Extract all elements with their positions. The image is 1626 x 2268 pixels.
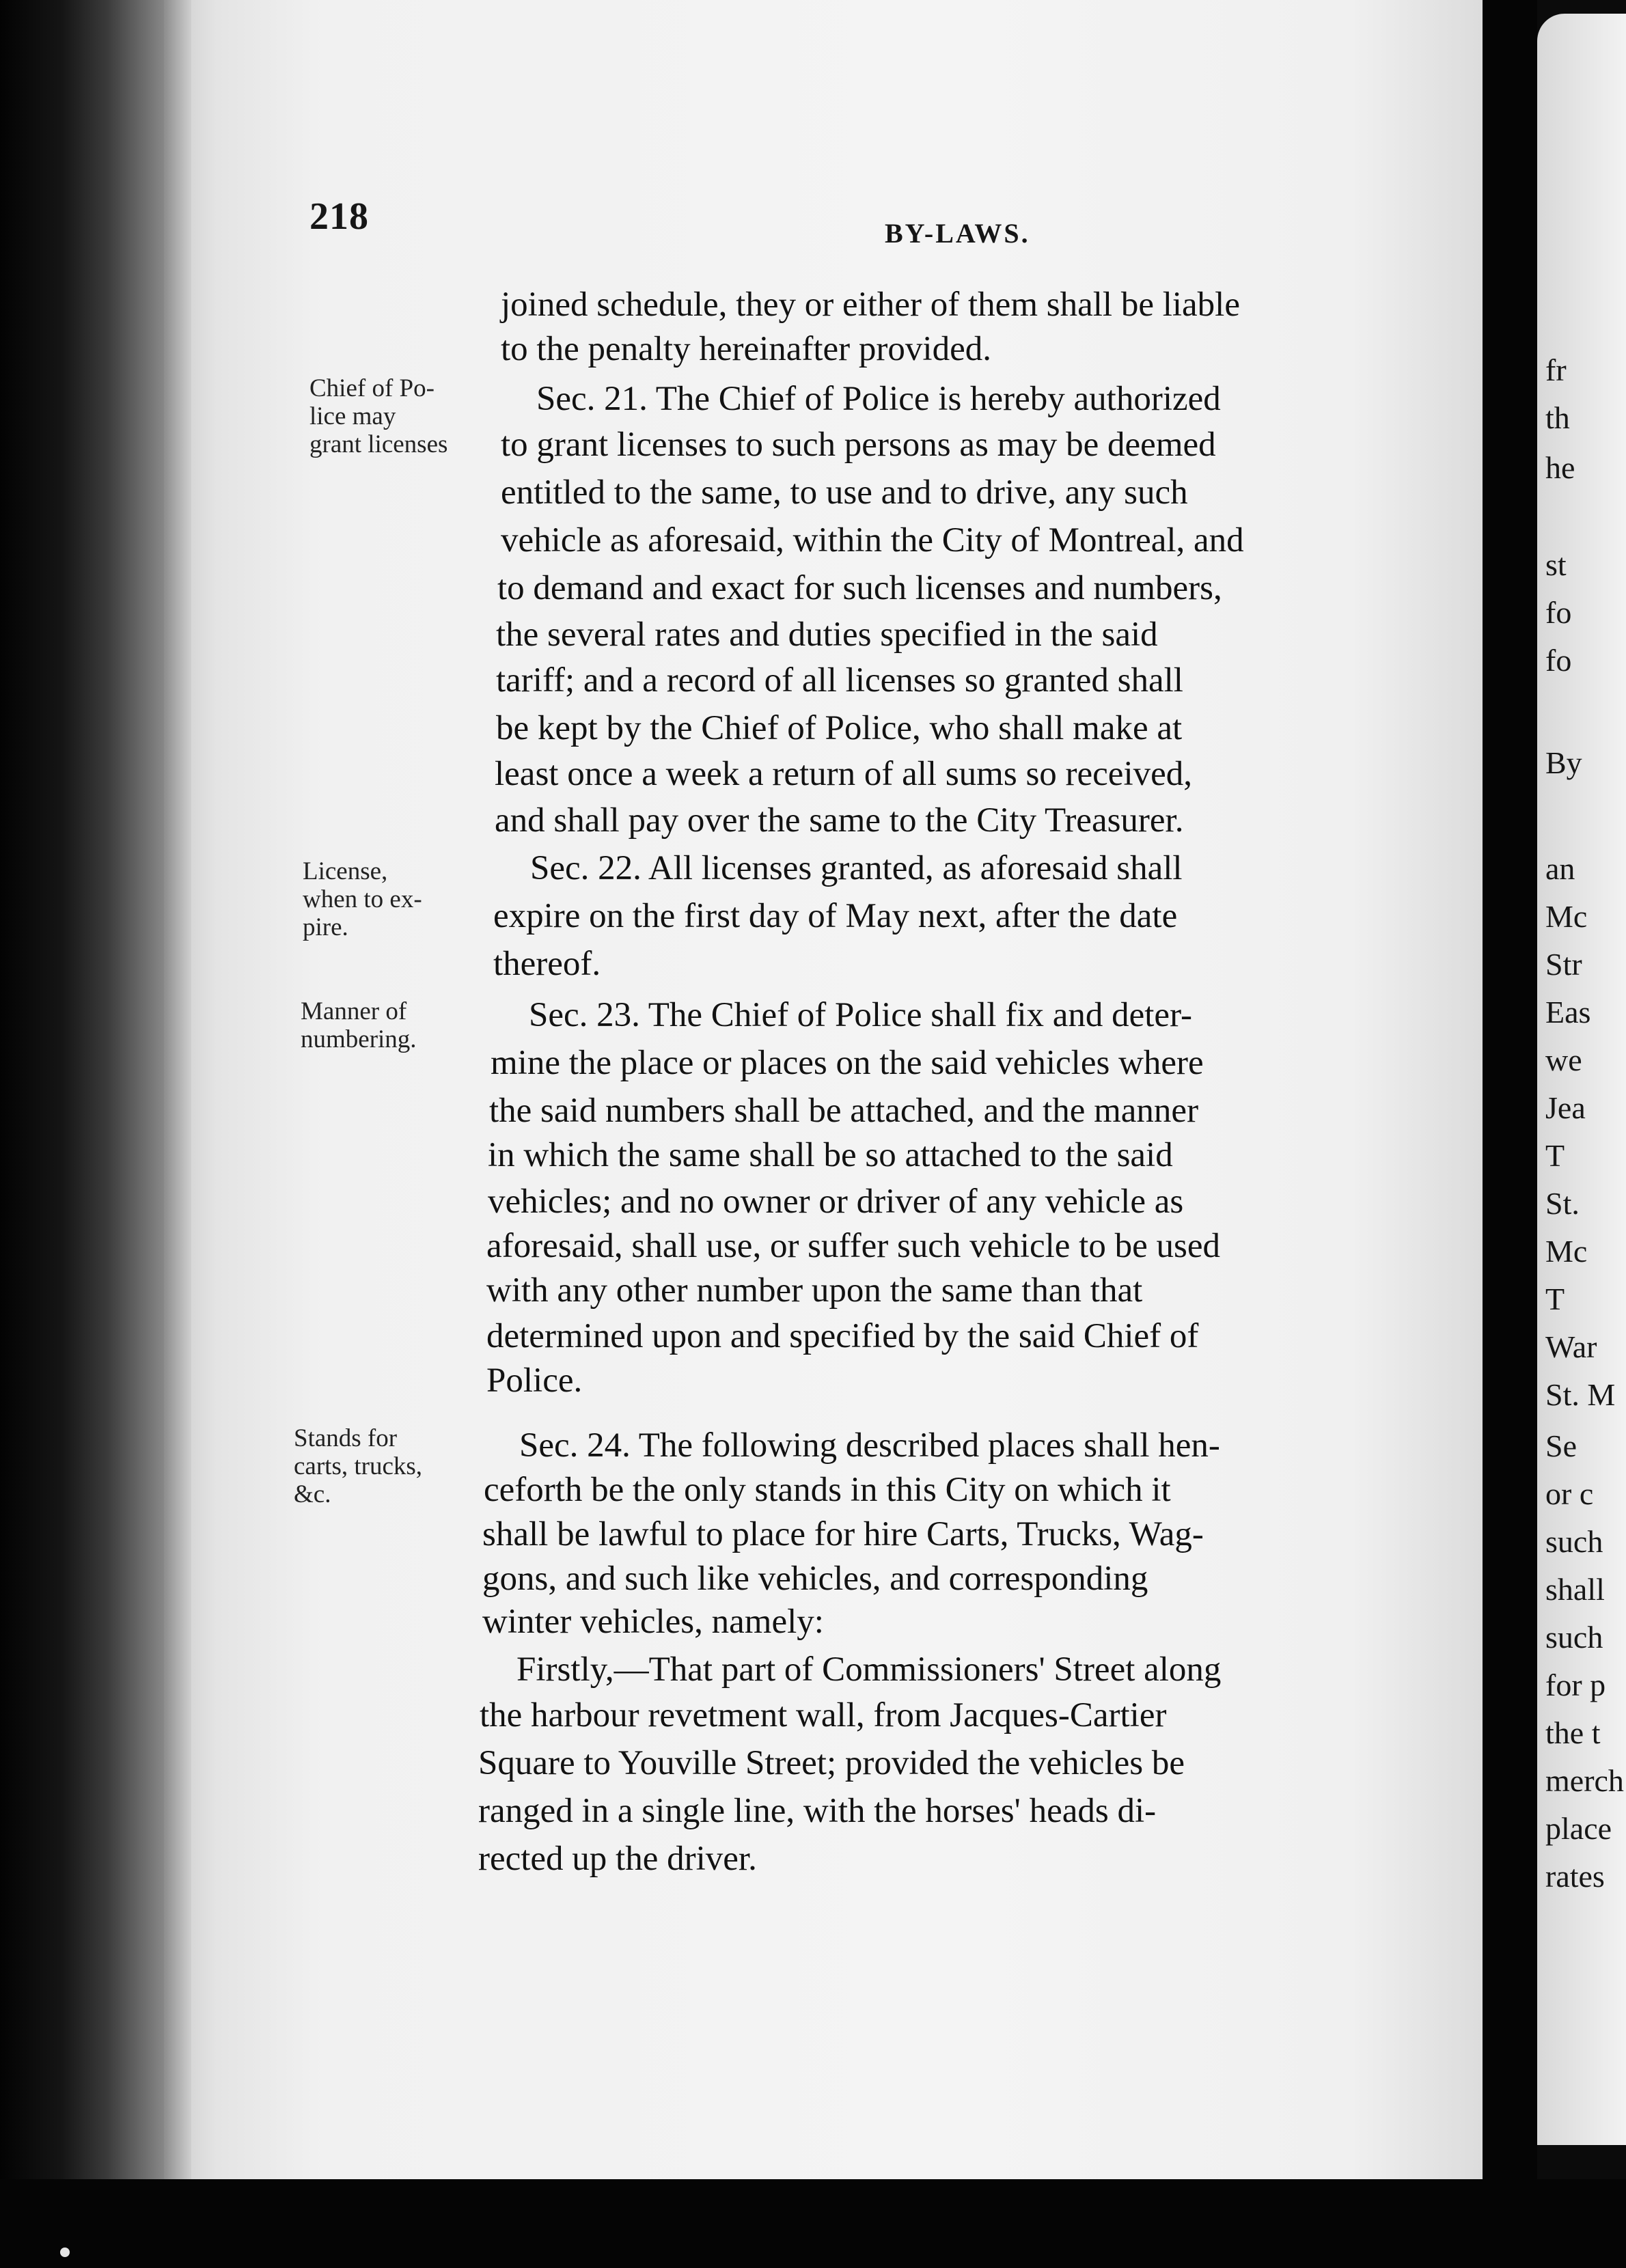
margin-note-line: Stands for — [294, 1424, 398, 1452]
text-line: rected up the driver. — [478, 1840, 757, 1878]
margin-note-chief-licenses — [309, 374, 447, 458]
text-line: the several rates and duties specified in the said — [496, 616, 1158, 654]
margin-note-line: when to ex- — [303, 885, 422, 913]
text-line: to demand and exact for such licenses and numbers, — [497, 569, 1222, 607]
facing-fragment: th — [1545, 400, 1570, 435]
facing-fragment: fo — [1545, 643, 1572, 678]
running-head: BY-LAWS. — [885, 218, 1030, 249]
text-line: shall be lawful to place for hire Carts, Trucks, Wag- — [482, 1515, 1204, 1553]
facing-fragment: st — [1545, 547, 1567, 582]
facing-fragment: merch — [1545, 1763, 1624, 1798]
text-line: vehicles; and no owner or driver of any vehicle as — [488, 1183, 1184, 1221]
facing-fragment: rates — [1545, 1859, 1605, 1894]
facing-fragment: St. M — [1545, 1377, 1616, 1412]
page-binding-shadow — [164, 0, 191, 2179]
scan-bottom-edge — [0, 2179, 1626, 2268]
text-line: the harbour revetment wall, from Jacques-Cartier — [480, 1696, 1167, 1734]
facing-fragment: such — [1545, 1524, 1603, 1559]
text-line: ceforth be the only stands in this City on which it — [484, 1471, 1171, 1509]
facing-fragment: Mc — [1545, 1234, 1588, 1269]
text-line: Sec. 23. The Chief of Police shall fix and deter- — [529, 996, 1193, 1034]
text-line: Sec. 24. The following described places shall hen- — [519, 1426, 1220, 1465]
margin-note-line: Chief of Po- — [309, 374, 435, 402]
margin-note-line: carts, trucks, — [294, 1452, 423, 1480]
margin-note-license-expire — [303, 857, 422, 941]
margin-note-line: License, — [303, 857, 388, 885]
facing-fragment: or c — [1545, 1476, 1594, 1511]
facing-fragment: St. — [1545, 1186, 1580, 1221]
text-line: determined upon and specified by the said Chief of — [486, 1317, 1199, 1355]
margin-note-line: numbering. — [301, 1025, 417, 1053]
text-line: be kept by the Chief of Police, who shall make at — [496, 709, 1183, 747]
text-line: ranged in a single line, with the horses' heads di- — [478, 1792, 1157, 1830]
text-line: vehicle as aforesaid, within the City of Montreal, and — [501, 521, 1244, 559]
margin-note-line: lice may — [309, 402, 396, 430]
text-line: mine the place or places on the said vehicles where — [491, 1044, 1204, 1082]
scan-dark-edge — [0, 0, 178, 2268]
text-line: least once a week a return of all sums so received, — [495, 755, 1192, 793]
margin-note-line: pire. — [303, 913, 348, 941]
page-number: 218 — [309, 195, 369, 238]
facing-fragment: By — [1545, 745, 1582, 780]
text-line: thereof. — [493, 945, 601, 983]
facing-fragment: T — [1545, 1138, 1565, 1173]
facing-fragment: such — [1545, 1620, 1603, 1655]
margin-note-line: Manner of — [301, 997, 407, 1025]
text-line: with any other number upon the same than that — [486, 1271, 1143, 1310]
text-line: aforesaid, shall use, or suffer such vehicle to be used — [486, 1227, 1220, 1265]
facing-fragment: shall — [1545, 1572, 1605, 1607]
text-line: Square to Youville Street; provided the vehicles be — [478, 1744, 1185, 1782]
facing-fragment: Str — [1545, 947, 1582, 982]
text-line: expire on the first day of May next, after the date — [493, 897, 1178, 935]
margin-note-numbering — [301, 997, 417, 1053]
text-line: Sec. 22. All licenses granted, as aforesaid shall — [530, 849, 1183, 887]
facing-fragment: place — [1545, 1811, 1612, 1846]
facing-fragment: T — [1545, 1282, 1565, 1316]
text-line: tariff; and a record of all licenses so granted shall — [496, 661, 1183, 700]
margin-note-line: &c. — [294, 1480, 331, 1508]
text-line: Firstly,—That part of Commissioners' Street along — [516, 1650, 1222, 1689]
margin-note-stands — [294, 1424, 422, 1508]
text-line: and shall pay over the same to the City Treasurer. — [495, 801, 1184, 840]
margin-note-line: grant licenses — [309, 430, 448, 458]
text-line: Police. — [486, 1361, 583, 1400]
text-line: to grant licenses to such persons as may be deemed — [501, 426, 1216, 464]
facing-fragment: Se — [1545, 1428, 1577, 1463]
text-line: in which the same shall be so attached to the said — [488, 1136, 1173, 1174]
text-line: winter vehicles, namely: — [482, 1603, 824, 1641]
book-gutter — [1483, 0, 1537, 2268]
facing-fragment: Eas — [1545, 995, 1591, 1029]
facing-fragment: War — [1545, 1329, 1597, 1364]
text-line: to the penalty hereinafter provided. — [501, 330, 991, 368]
facing-fragment: for p — [1545, 1668, 1606, 1702]
facing-fragment: Jea — [1545, 1090, 1586, 1125]
text-line: entitled to the same, to use and to drive, any such — [501, 473, 1188, 512]
facing-fragment: we — [1545, 1042, 1582, 1077]
scan-speck — [60, 2248, 70, 2257]
facing-fragment: he — [1545, 450, 1575, 485]
facing-fragment: an — [1545, 851, 1575, 886]
facing-fragment: fr — [1545, 352, 1567, 387]
facing-fragment: the t — [1545, 1715, 1601, 1750]
facing-fragment: Mc — [1545, 899, 1588, 934]
facing-fragment: fo — [1545, 595, 1572, 630]
text-line: gons, and such like vehicles, and corresponding — [482, 1560, 1148, 1598]
text-line: Sec. 21. The Chief of Police is hereby authorized — [536, 380, 1221, 418]
text-line: joined schedule, they or either of them shall be liable — [501, 286, 1240, 324]
text-line: the said numbers shall be attached, and the manner — [489, 1092, 1199, 1130]
